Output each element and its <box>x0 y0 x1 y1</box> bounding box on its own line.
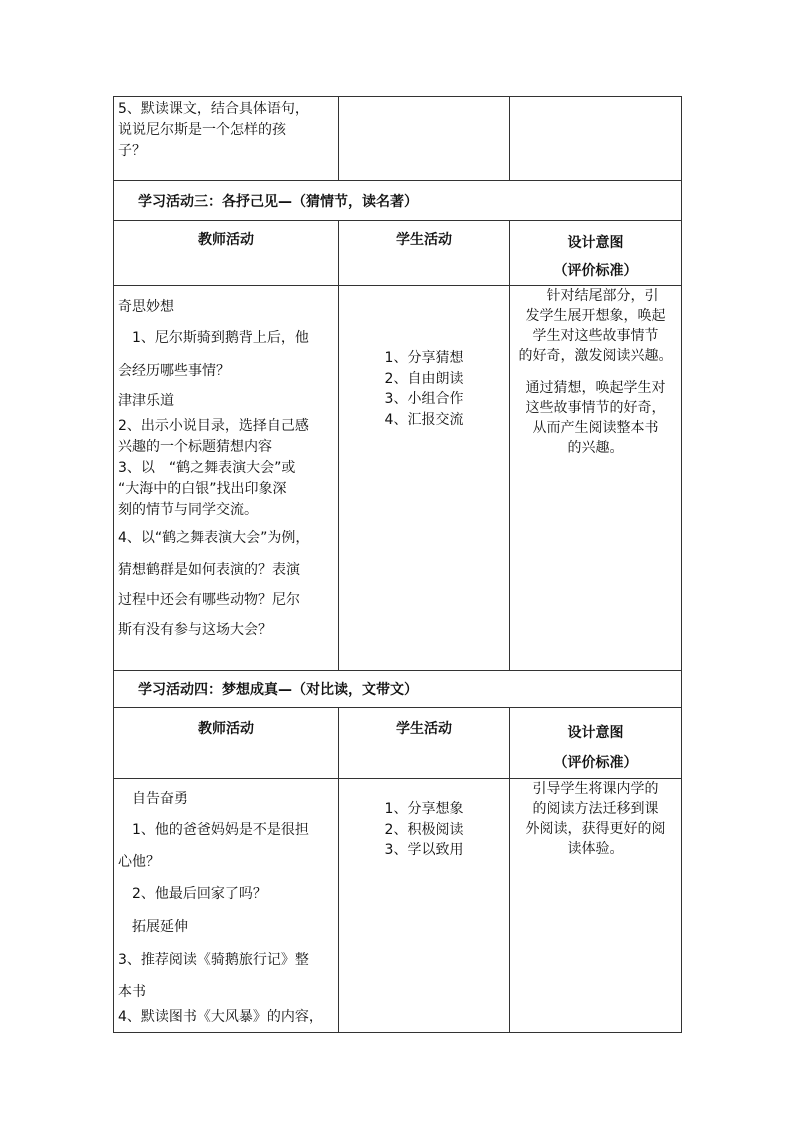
design-intent-label: 设计意图 <box>567 725 624 741</box>
activity-three-title: 学习活动三：各抒己见—（猜情节，读名著） <box>114 181 682 221</box>
design-intent-cell <box>510 97 682 181</box>
spacer-line <box>514 366 677 378</box>
list-item: 2、积极阅读 <box>384 821 464 838</box>
teacher-activity-header: 教师活动 <box>114 708 339 779</box>
text-line: 猜想鹤群是如何表演的？表演 <box>118 562 300 578</box>
text-line: 会经历哪些事情？ <box>118 363 230 379</box>
section-title: 拓展延伸 <box>118 919 188 935</box>
design-intent-cell <box>510 779 682 1033</box>
text-line: 3、以 “鹤之舞表演大会”或 <box>118 460 296 476</box>
text-line: 的阅读方法迁移到课 <box>532 801 659 817</box>
text-line: 过程中还会有哪些动物？尼尔 <box>118 592 300 608</box>
text-line: 本书 <box>118 984 146 1000</box>
teacher-activity-header: 教师活动 <box>114 221 339 286</box>
text-line: 子？ <box>118 143 146 159</box>
design-intent-cell <box>510 286 682 671</box>
text-line: 从而产生阅读整本书 <box>532 420 659 436</box>
text-line: 4、以“鹤之舞表演大会”为例， <box>118 530 310 546</box>
lesson-plan-table <box>113 96 682 1033</box>
text-line: 读体验。 <box>567 841 624 857</box>
text-line: 的兴趣。 <box>567 440 624 456</box>
section-title: 奇思妙想 <box>118 299 174 315</box>
text-line: 4、默读图书《大风暴》的内容， <box>118 1009 323 1025</box>
table-row <box>114 286 682 671</box>
text-line: 斯有没有参与这场大会？ <box>118 622 272 638</box>
teacher-activity-cell <box>114 286 339 671</box>
student-activity-list <box>343 799 505 861</box>
text-line: 2、出示小说目录，选择自己感 <box>118 418 309 434</box>
text-line: 刻的情节与同学交流。 <box>118 502 258 518</box>
column-header-row <box>114 221 682 286</box>
student-activity-cell <box>339 97 510 181</box>
design-intent-header <box>510 221 682 286</box>
text-line: 1、他的爸爸妈妈是不是很担 <box>118 822 309 838</box>
text-line: 1、尼尔斯骑到鹅背上后，他 <box>118 330 309 346</box>
activity-four-title: 学习活动四：梦想成真—（对比读，文带文） <box>114 671 682 708</box>
list-item: 4、汇报交流 <box>384 411 464 428</box>
section-title: 津津乐道 <box>118 393 174 409</box>
table-row <box>114 97 682 181</box>
text-line: 外阅读，获得更好的阅 <box>525 821 666 837</box>
text-line: 针对结尾部分，引 <box>532 288 659 304</box>
column-header-row <box>114 708 682 779</box>
teacher-activity-cell <box>114 97 339 181</box>
list-item: 1、分享想象 <box>384 801 464 817</box>
design-intent-label: 设计意图 <box>567 235 624 251</box>
activity-header-row <box>114 671 682 708</box>
text-line: 引导学生将课内学的 <box>532 781 659 797</box>
list-item: 1、分享猜想 <box>384 350 464 366</box>
text-line: 2、他最后回家了吗？ <box>118 886 267 902</box>
student-activity-list <box>343 348 505 430</box>
design-intent-header <box>510 708 682 779</box>
evaluation-standard-label: （评价标准） <box>553 755 638 771</box>
student-activity-cell <box>339 286 510 671</box>
text-line: 发学生展开想象，唤起 <box>525 308 666 324</box>
text-line: 心他？ <box>118 854 160 870</box>
student-activity-header: 学生活动 <box>339 221 510 286</box>
text-line: 说说尼尔斯是一个怎样的孩 <box>118 122 286 138</box>
student-activity-cell <box>339 779 510 1033</box>
student-activity-header: 学生活动 <box>339 708 510 779</box>
list-item: 2、自由朗读 <box>384 370 464 387</box>
text-line: 学生对这些故事情节 <box>532 328 659 344</box>
section-title: 自告奋勇 <box>118 791 188 807</box>
text-line: 5、默读课文，结合具体语句， <box>118 101 309 117</box>
text-line: 这些故事情节的好奇， <box>525 400 666 416</box>
text-line: 通过猜想，唤起学生对 <box>525 380 666 396</box>
activity-header-row <box>114 181 682 221</box>
text-line: 兴趣的一个标题猜想内容 <box>118 439 272 455</box>
table-row <box>114 779 682 1033</box>
evaluation-standard-label: （评价标准） <box>553 263 638 279</box>
teacher-activity-cell <box>114 779 339 1033</box>
list-item: 3、小组合作 <box>384 391 464 407</box>
list-item: 3、学以致用 <box>384 842 464 858</box>
text-line: 的好奇，激发阅读兴趣。 <box>518 348 673 364</box>
text-line: 3、推荐阅读《骑鹅旅行记》整 <box>118 952 309 968</box>
text-line: “大海中的白银”找出印象深 <box>118 481 287 497</box>
